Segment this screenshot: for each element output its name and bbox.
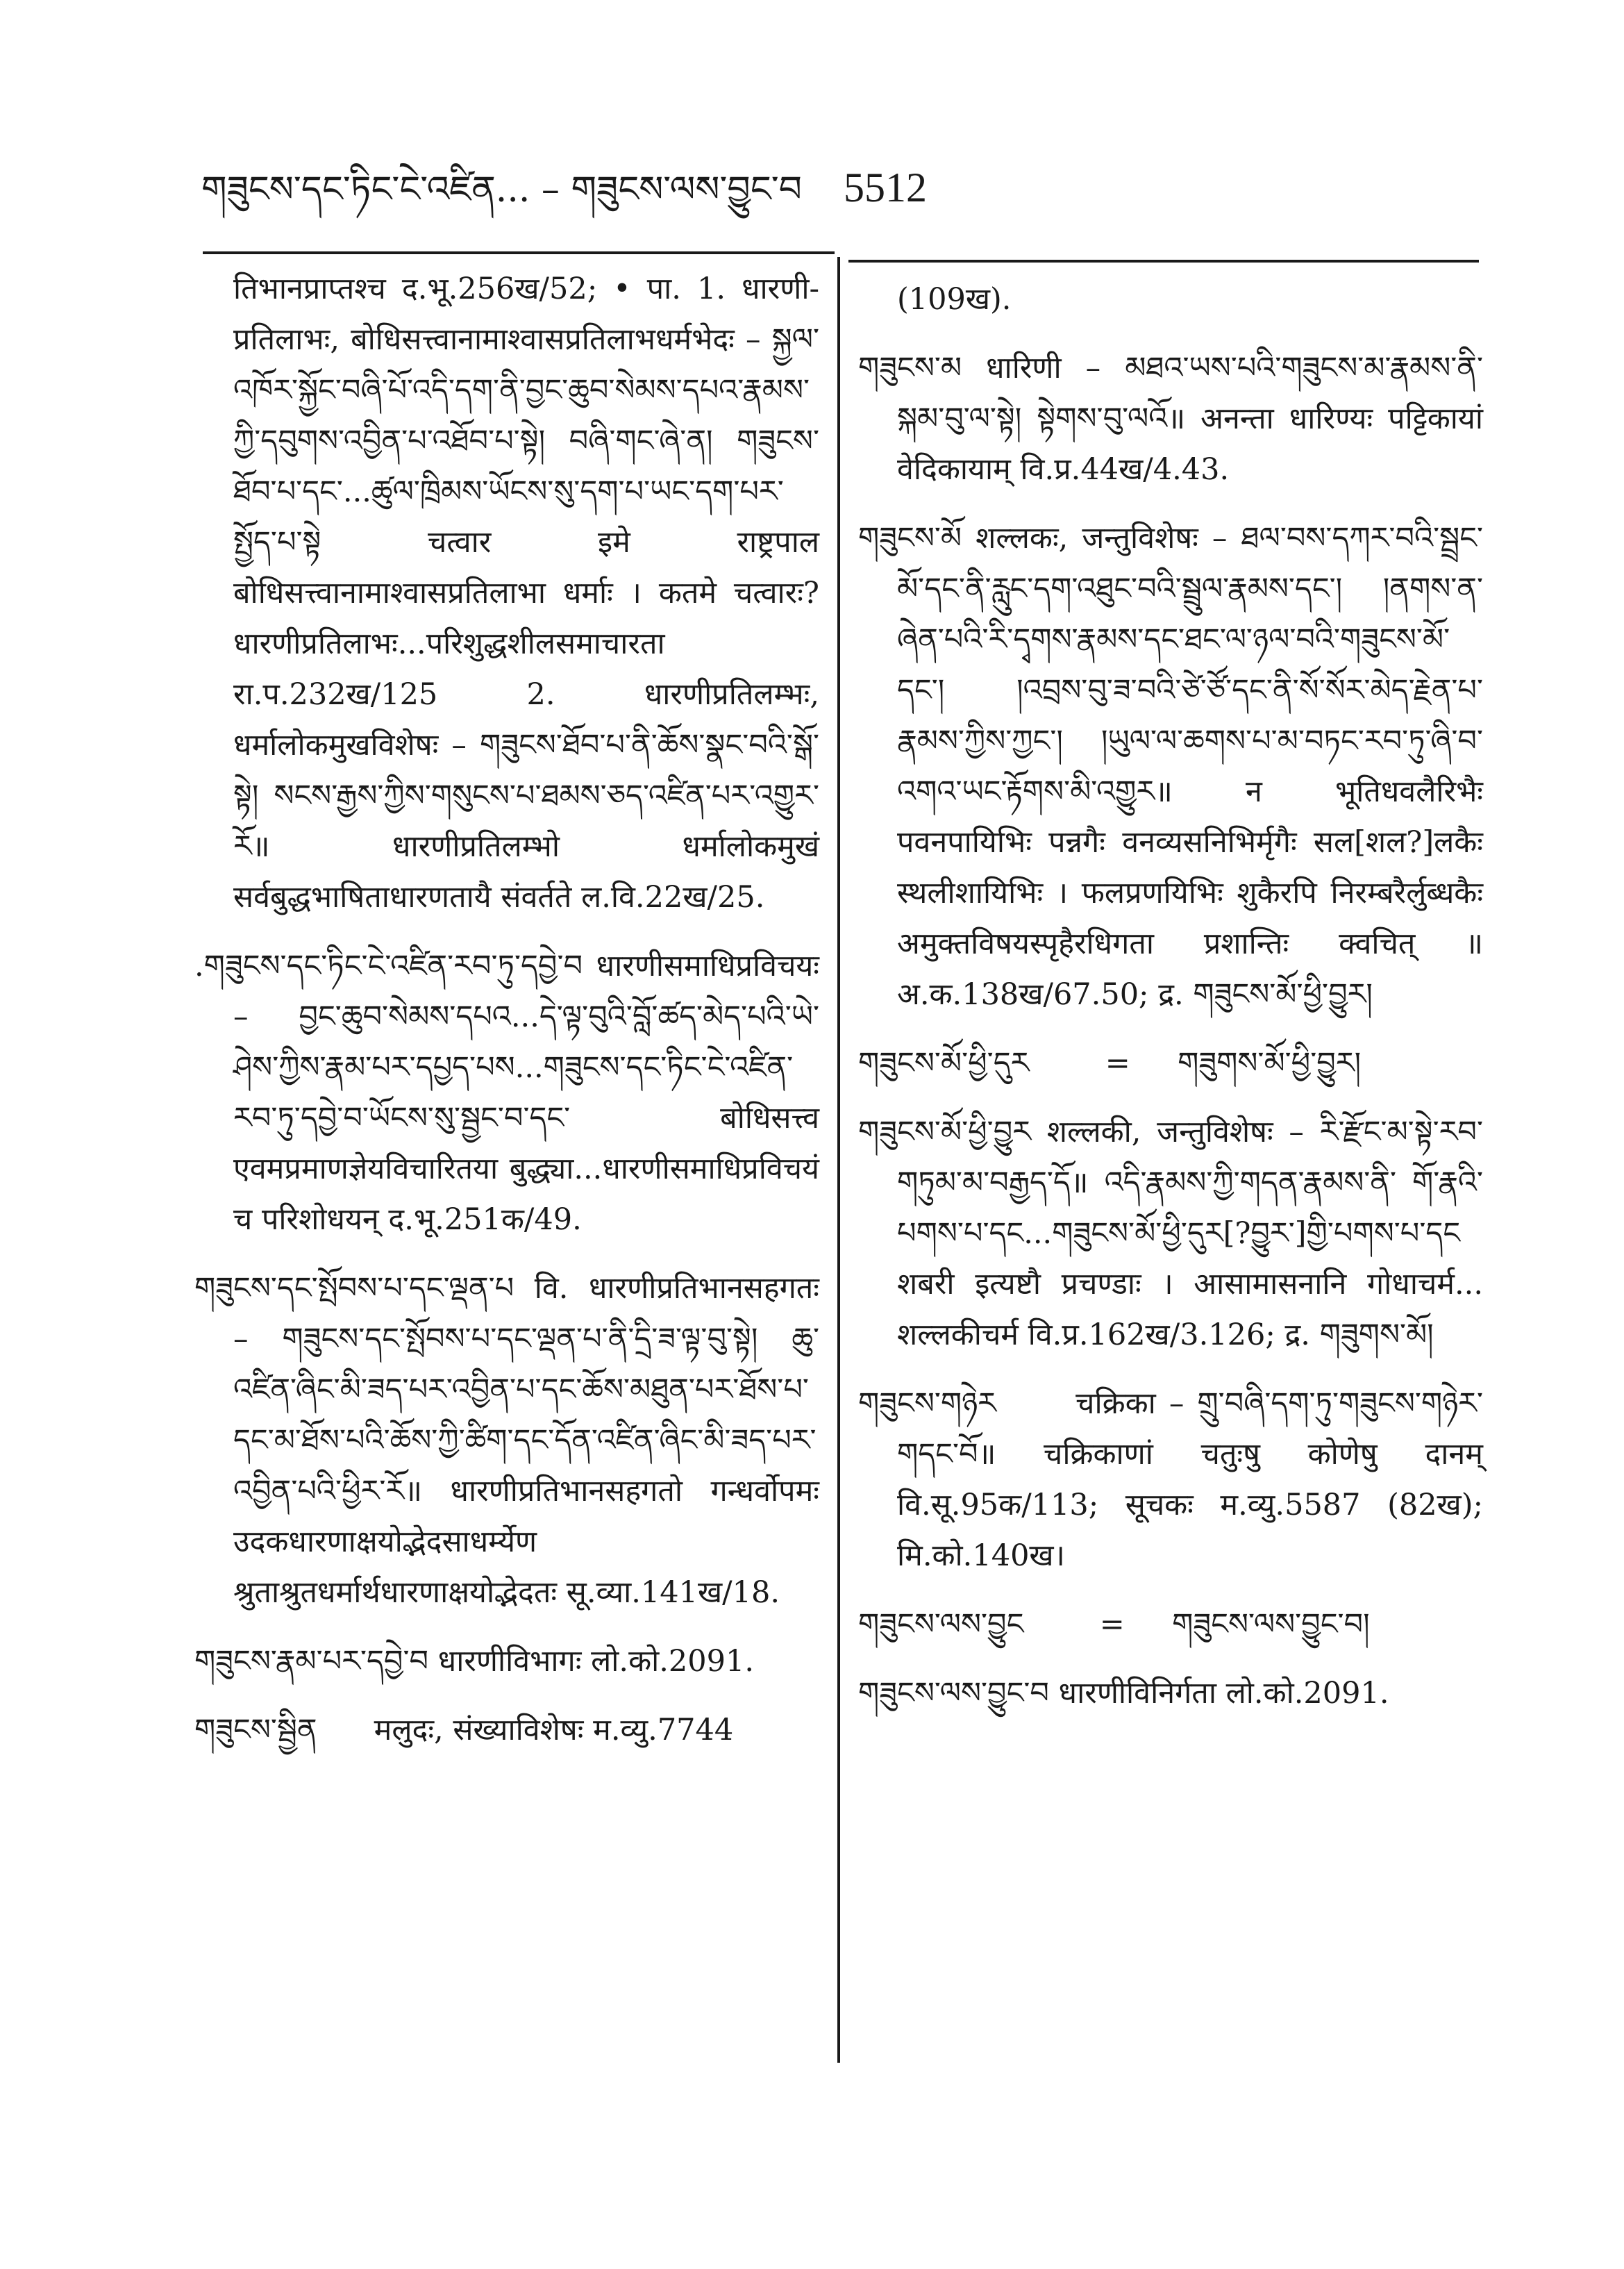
running-header	[201, 149, 927, 251]
entry-shallaki: གཟུངས་མོ་ཕྱི་བྱུར शल्लकी, जन्तुविशेषः – རི་རྫོང་མ་སྟེ་རབ་གཏུམ་མ་བརྒྱད་དོ॥ འདི་རྣམས་ཀྱི་གདན་རྣམས་ནི་ གོ་རྣའི་པགས་པ་དང...གཟུངས་མོ་ཕྱི་དུར[?བྱུར་]གྱི་པགས་པ་དང शबरी इत्यष्टौ प्रचण्डाः । आसामासनानि गोधाचर्म... शल्लकीचर्म वि.प्र.162ख/3.126; द्र. གཟུགས་མོ།	[858, 1115, 1493, 1352]
entry-dharani-pratibhana-sahagata: གཟུངས་དང་སྤོབས་པ་དང་ལྡན་པ वि. धारणीप्रतिभानसहगतः – གཟུངས་དང་སྤོབས་པ་དང་ལྡན་པ་ནི་དྲི་ཟ་ལྟ་བུ་སྟེ། ཆུ་འཛིན་ཞིང་མི་ཟད་པར་འབྱིན་པ་དང་ཆོས་མཐུན་པར་ཐོས་པ་དང་མ་ཐོས་པའི་ཆོས་ཀྱི་ཚིག་དང་དོན་འཛིན་ཞིང་མི་ཟད་པར་འབྱིན་པའི་ཕྱིར་རོ॥ धारणीप्रतिभानसहगतो गन्धर्वोपमः उदकधारणाक्षयोद्भेदसाधर्म्येण श्रुताश्रुतधर्मार्थधारणाक्षयोद्भेदतः सू.व्या.141ख/18.	[194, 1271, 829, 1610]
entry-continuation-right: (109ख).	[897, 282, 1012, 317]
entry-dharani-vinirgata: གཟུངས་ལས་བྱུང་བ धारणीविनिर्गता लो.को.2091.	[858, 1676, 1389, 1711]
entry-shallaka: གཟུངས་མོ शल्लकः, जन्तुविशेषः – ཐལ་བས་དཀར་བའི་སྦྲང་མོ་དང་ནི་རླུང་དག་འཐུང་བའི་སྦྲུལ་རྣམས་དང་། །ནགས་ན་ཞེན་པའི་རི་དྭགས་རྣམས་དང་ཐང་ལ་ཉལ་བའི་གཟུངས་མོ་དང་། །འབྲས་བུ་ཟ་བའི་ཙེ་ཙོ་དང་ནི་སོ་སོར་མེད་རྗེན་པ་རྣམས་ཀྱིས་ཀྱང་། །ཡུལ་ལ་ཆགས་པ་མ་བཏང་རབ་ཏུ་ཞི་བ་འགའ་ཡང་རྟོགས་མི་འགྱུར॥ न भूतिधवलैरिभैः पवनपायिभिः पन्नगैः वनव्यसनिभिर्मृगैः सल[शल?]लकैः स्थलीशायिभिः । फलप्रणयिभिः शुकैरपि निरम्बरैर्लुब्धकैः अमुक्तविषयस्पृहैरधिगता प्रशान्तिः क्वचित् ॥ अ.क.138ख/67.50; द्र. གཟུངས་མོ་ཕྱི་བྱུར།	[858, 521, 1493, 1012]
header-rule-right	[848, 260, 1479, 263]
entry-cross-reference: གཟུངས་མོ་ཕྱི་དུར = གཟུགས་མོ་ཕྱི་བྱུར།	[858, 1046, 1362, 1081]
entry-dharini: གཟུངས་མ धारिणी – མཐའ་ཡས་པའི་གཟུངས་མ་རྣམས་ནི་སྐམ་བུ་ལ་སྟེ། སྟེགས་བུ་ལའོ॥ अनन्ता धारिण्यः पट्टिकायां वेदिकायाम् वि.प्र.44ख/4.43.	[858, 351, 1493, 487]
header-rule-left	[203, 251, 835, 254]
page-number: 5512	[844, 165, 927, 210]
entry-dharani-vibhaga: གཟུངས་རྣམ་པར་དབྱེ་བ धारणीविभागः लो.को.2091.	[194, 1644, 755, 1679]
running-head-title: གཟུངས་དང་ཏིང་ངེ་འཛིན... – གཟུངས་ལས་བྱུང་བ	[201, 169, 802, 210]
entry-continuation: तिभानप्राप्तश्च द.भू.256ख/52; • पा. 1. धारणी-प्रतिलाभः, बोधिसत्त्वानामाश्वासप्रतिलाभधर्मभेदः – སྐྱལ་འཁོར་སྐྱོང་བཞི་པོ་འདི་དག་ནི་བྱང་ཆུབ་སེམས་དཔའ་རྣམས་ཀྱི་དབུགས་འབྱིན་པ་འཐོབ་པ་སྟེ། བཞི་གང་ཞེ་ན། གཟུངས་ཐོབ་པ་དང་...ཚུལ་ཁྲིམས་ཡོངས་སུ་དག་པ་ཡང་དག་པར་སྤྱོད་པ་སྟེ चत्वार इमे राष्ट्रपाल बोधिसत्त्वानामाश्वासप्रतिलाभा धर्माः । कतमे चत्वारः? धारणीप्रतिलाभः...परिशुद्धशीलसमाचारता रा.प.232ख/125 2. धारणीप्रतिलम्भः, धर्मालोकमुखविशेषः – གཟུངས་ཐོབ་པ་ནི་ཆོས་སྣང་བའི་སྒོ་སྟེ། སངས་རྒྱས་ཀྱིས་གསུངས་པ་ཐམས་ཅད་འཛིན་པར་འགྱུར་རོ॥ धारणीप्रतिलम्भो धर्मालोकमुखं सर्वबुद्धभाषिताधारणतायै संवर्तते ल.वि.22ख/25.	[233, 272, 829, 915]
entry-cakrika: གཟུངས་གཉེར चक्रिका – གྲུ་བཞི་དག་ཏུ་གཟུངས་གཉེར་གདང་བོ॥ चक्रिकाणां चतुःषु कोणेषु दानम् वि.सू.95क/113; सूचकः म.व्यु.5587 (82ख); मि.को.140ख।	[858, 1386, 1493, 1573]
entry-cross-reference-2: གཟུངས་ལས་བྱུང = གཟུངས་ལས་བྱུང་བ།	[858, 1607, 1370, 1642]
left-column	[194, 264, 829, 1774]
column-divider	[837, 257, 840, 2063]
right-column	[858, 274, 1493, 1737]
entry-dharani-samadhi-pravicaya: .གཟུངས་དང་ཏིང་ངེ་འཛིན་རབ་ཏུ་དབྱེ་བ धारणीसमाधिप्रविचयः – བྱང་ཆུབ་སེམས་དཔའ...དེ་ལྟ་བུའི་བློ་ཚད་མེད་པའི་ཡེ་ཤེས་ཀྱིས་རྣམ་པར་དཔྱད་པས...གཟུངས་དང་ཏིང་ངེ་འཛིན་རབ་ཏུ་དབྱེ་བ་ཡོངས་སུ་སྦྱང་བ་དང་ बोधिसत्त्व एवमप्रमाणज्ञेयविचारितया बुद्ध्या...धारणीसमाधिप्रविचयं च परिशोधयन् द.भू.251क/49.	[194, 949, 829, 1237]
entry-maluda: གཟུངས་སྦྱིན मलुदः, संख्याविशेषः म.व्यु.7744	[194, 1713, 734, 1747]
